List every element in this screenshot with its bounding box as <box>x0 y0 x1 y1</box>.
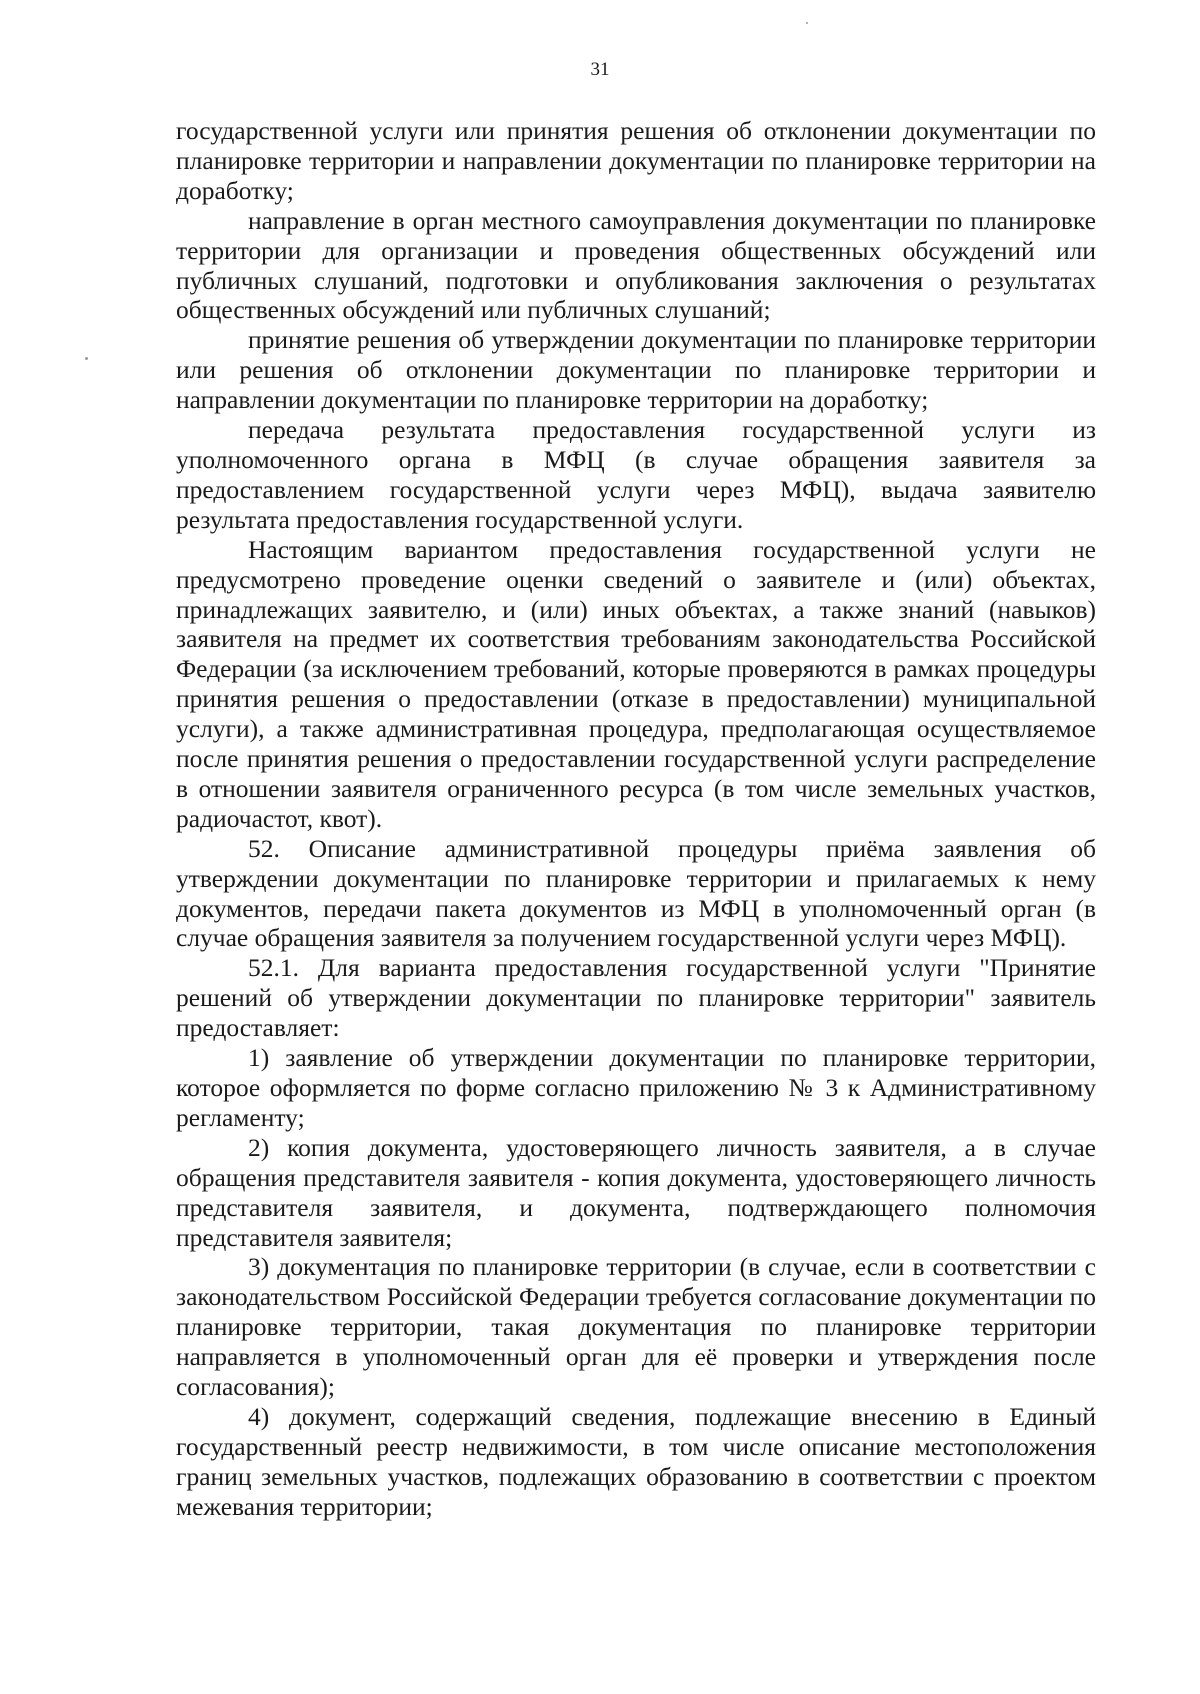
paragraph-direction-to-local-government: направление в орган местного самоуправления документации по планировке территории для организации и проведения общественных обсуждений или публичных слушаний, подготовки и опубликования заключения о результатах общественных обсуждений или публичных слушаний; <box>176 205 1096 325</box>
scan-speck <box>806 22 808 24</box>
list-item-3: 3) документация по планировке территории (в случае, если в соответствии с законодательством Российской Федерации требуется согласование документации по планировке территории, такая документация по планировке территории направляется в уполномоченный орган для её проверки и утверждения после согласования); <box>176 1252 1096 1402</box>
document-body <box>176 116 1096 1522</box>
paragraph-result-transfer: передача результата предоставления государственной услуги из уполномоченного органа в МФЦ (в случае обращения заявителя за предоставлением государственной услуги через МФЦ), выдача заявителю результата предоставления государственной услуги. <box>176 415 1096 534</box>
paragraph-assessment-not-provided: Настоящим вариантом предоставления государственной услуги не предусмотрено проведение оценки сведений о заявителе и (или) объектах, принадлежащих заявителю, и (или) иных объектах, а также знаний (навыков) заявителя на предмет их соответствия требованиям законодательства Российской Федерации (за исключением требований, которые проверяются в рамках процедуры принятия решения о предоставлении (отказе в предоставлении) муниципальной услуги), а также административная процедура, предполагающая осуществляемое после принятия решения о предоставлении государственной услуги распределение в отношении заявителя ограниченного ресурса (в том числе земельных участков, радиочастот, квот). <box>176 534 1096 833</box>
paragraph-decision-adoption: принятие решения об утверждении документации по планировке территории или решения об отклонении документации по планировке территории и направлении документации по планировке территории на доработку; <box>176 325 1096 415</box>
page-number: 31 <box>590 59 610 80</box>
scan-speck <box>85 357 88 360</box>
list-item-1: 1) заявление об утверждении документации по планировке территории, которое оформляется по форме согласно приложению № 3 к Административному регламенту; <box>176 1043 1096 1132</box>
list-item-4: 4) документ, содержащий сведения, подлежащие внесению в Единый государственный реестр недвижимости, в том числе описание местоположения границ земельных участков, подлежащих образованию в соответствии с проектом межевания территории; <box>176 1401 1096 1521</box>
list-item-2: 2) копия документа, удостоверяющего личность заявителя, а в случае обращения представителя заявителя - копия документа, удостоверяющего личность представителя заявителя, и документа, подтверждающего полномочия представителя заявителя; <box>176 1132 1096 1252</box>
paragraph-section-52: 52. Описание административной процедуры приёма заявления об утверждении документации по планировке территории и прилагаемых к нему документов, передачи пакета документов из МФЦ в уполномоченный орган (в случае обращения заявителя за получением государственной услуги через МФЦ). <box>176 833 1096 953</box>
paragraph-continuation: государственной услуги или принятия решения об отклонении документации по планировке территории и направлении документации по планировке территории на доработку; <box>176 116 1096 205</box>
paragraph-section-52-1: 52.1. Для варианта предоставления государственной услуги "Принятие решений об утверждении документации по планировке территории" заявитель предоставляет: <box>176 953 1096 1043</box>
